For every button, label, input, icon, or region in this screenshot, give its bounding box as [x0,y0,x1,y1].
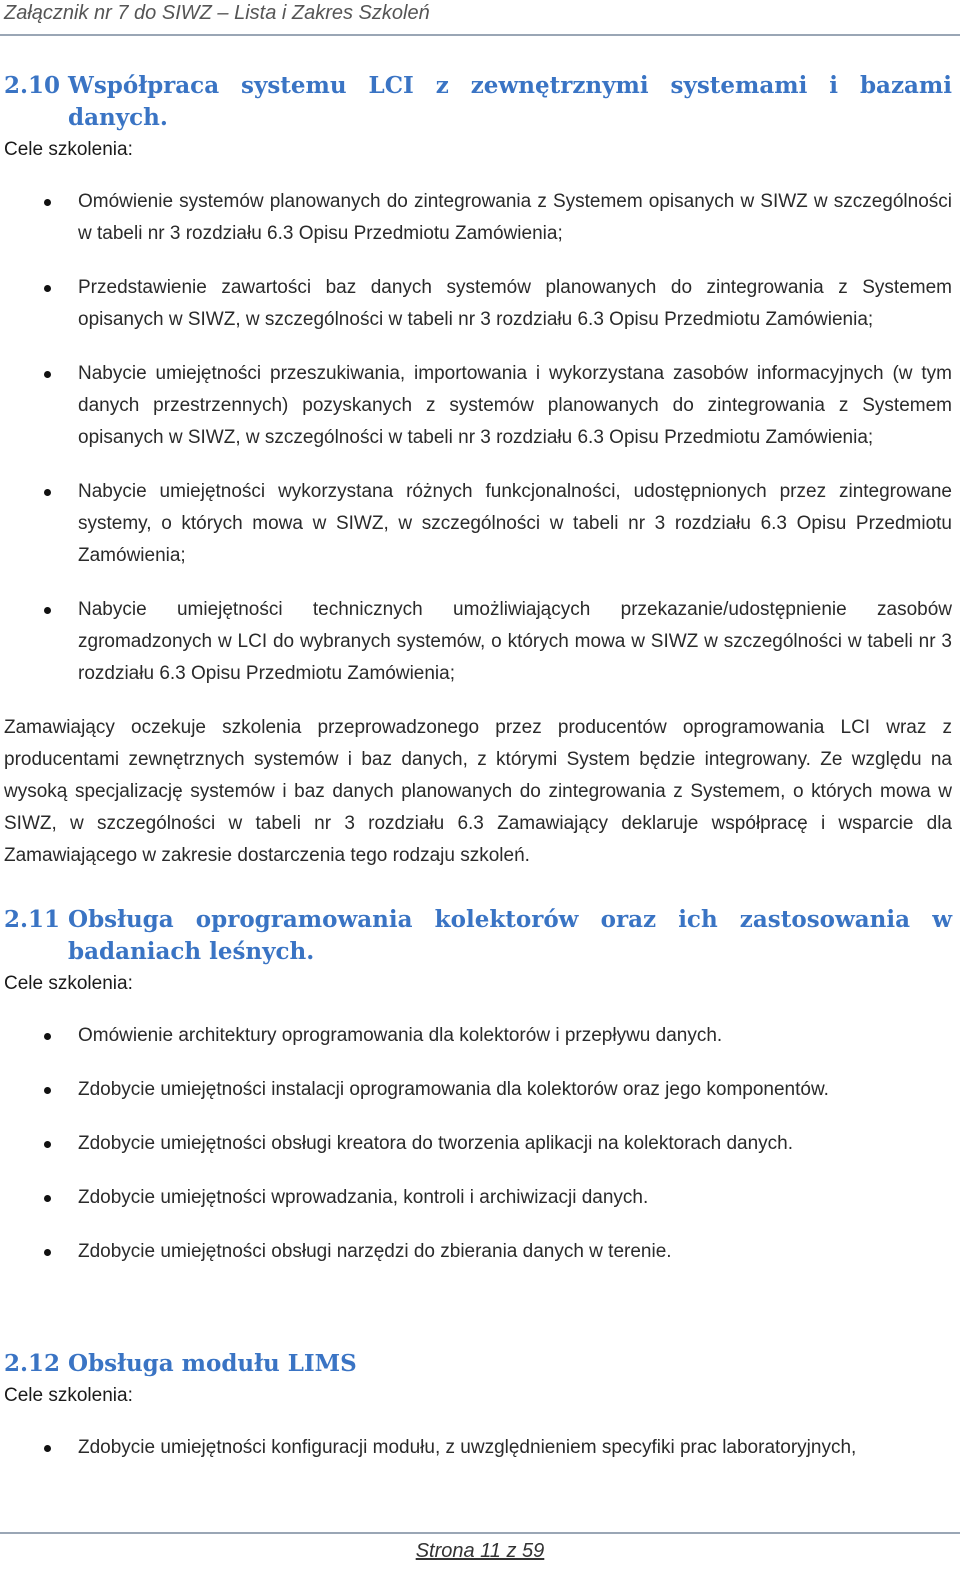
bullet-icon [44,1141,51,1148]
section-2-11-bullets [4,1020,952,1268]
footer-divider [0,1532,960,1534]
list-item-text: Zdobycie umiejętności konfiguracji modułu, z uwzględnieniem specyfiki prac laboratoryjnych, [78,1437,857,1458]
list-item [4,594,952,690]
bullet-icon [44,1033,51,1040]
list-item-text: Nabycie umiejętności technicznych umożliwiających przekazanie/udostępnienie zasobów zgromadzonych w LCI do wybranych systemów, o których mowa w SIWZ w szczególności w tabeli nr 3 rozdziału 6.3 Opisu Przedmiotu Zamówienia; [78,599,952,684]
bullet-icon [44,285,51,292]
list-item [4,476,952,572]
section-title: Współpraca systemu LCI z zewnętrznymi systemami i bazami danych. [68,72,952,131]
bullet-icon [44,607,51,614]
bullet-icon [44,1249,51,1256]
bullet-icon [44,1087,51,1094]
list-item-text: Omówienie architektury oprogramowania dla kolektorów i przepływu danych. [78,1025,723,1046]
section-title: Obsługa oprogramowania kolektorów oraz ich zastosowania w badaniach leśnych. [68,906,952,965]
list-item [4,1128,952,1160]
section-2-10-bullets [4,186,952,690]
list-item [4,1432,952,1464]
list-item [4,1182,952,1214]
goals-label: Cele szkolenia: [4,1385,133,1406]
section-2-10-paragraph: Zamawiający oczekuje szkolenia przeprowadzonego przez producentów oprogramowania LCI wraz z producentami zewnętrznych systemów i baz danych, z którymi System będzie integrowany. Ze względu na wysoką specjalizację systemów i baz danych planowanych do zintegrowania z Systemem, o których mowa w SIWZ, w szczególności w tabeli nr 3 rozdziału 6.3 Zamawiający deklaruje współpracę i wsparcie dla Zamawiającego w zakresie dostarczenia tego rodzaju szkoleń. [4,717,952,866]
section-number: 2.11 [4,906,61,933]
list-item-text: Nabycie umiejętności przeszukiwania, importowania i wykorzystana zasobów informacyjnych (w tym danych przestrzennych) pozyskanych z systemów planowanych do zintegrowania z Systemem opisanych w SIWZ, w szczególności w tabeli nr 3 rozdziału 6.3 Opisu Przedmiotu Zamówienia; [78,363,952,448]
list-item [4,358,952,454]
section-number: 2.12 [4,1350,61,1377]
page-number: Strona 11 z 59 [415,1540,545,1562]
list-item-text: Zdobycie umiejętności wprowadzania, kontroli i archiwizacji danych. [78,1187,649,1208]
bullet-icon [44,489,51,496]
page-content [4,70,952,1464]
list-item [4,1074,952,1106]
list-item [4,186,952,250]
list-item [4,1236,952,1268]
list-item [4,272,952,336]
section-2-12-heading [4,1348,952,1380]
list-item-text: Przedstawienie zawartości baz danych systemów planowanych do zintegrowania z Systemem opisanych w SIWZ, w szczególności w tabeli nr 3 rozdziału 6.3 Opisu Przedmiotu Zamówienia; [78,277,952,330]
list-item-text: Zdobycie umiejętności instalacji oprogramowania dla kolektorów oraz jego komponentów. [78,1079,829,1100]
bullet-icon [44,1445,51,1452]
section-title: Obsługa modułu LIMS [68,1350,357,1377]
section-2-10-heading [4,70,952,134]
section-2-11-heading [4,904,952,968]
list-item-text: Zdobycie umiejętności obsługi kreatora do tworzenia aplikacji na kolektorach danych. [78,1133,793,1154]
list-item-text: Zdobycie umiejętności obsługi narzędzi do zbierania danych w terenie. [78,1241,672,1262]
goals-label: Cele szkolenia: [4,973,133,994]
header-text: Załącznik nr 7 do SIWZ – Lista i Zakres Szkoleń [4,2,430,24]
section-2-12-bullets [4,1432,952,1464]
section-number: 2.10 [4,72,61,99]
goals-label: Cele szkolenia: [4,139,133,160]
page-header [0,0,960,36]
bullet-icon [44,199,51,206]
list-item-text: Omówienie systemów planowanych do zintegrowania z Systemem opisanych w SIWZ w szczególności w tabeli nr 3 rozdziału 6.3 Opisu Przedmiotu Zamówienia; [78,191,952,244]
bullet-icon [44,371,51,378]
list-item [4,1020,952,1052]
list-item-text: Nabycie umiejętności wykorzystana różnych funkcjonalności, udostępnionych przez zintegrowane systemy, o których mowa w SIWZ, w szczególności w tabeli nr 3 rozdziału 6.3 Opisu Przedmiotu Zamówienia; [78,481,952,566]
bullet-icon [44,1195,51,1202]
